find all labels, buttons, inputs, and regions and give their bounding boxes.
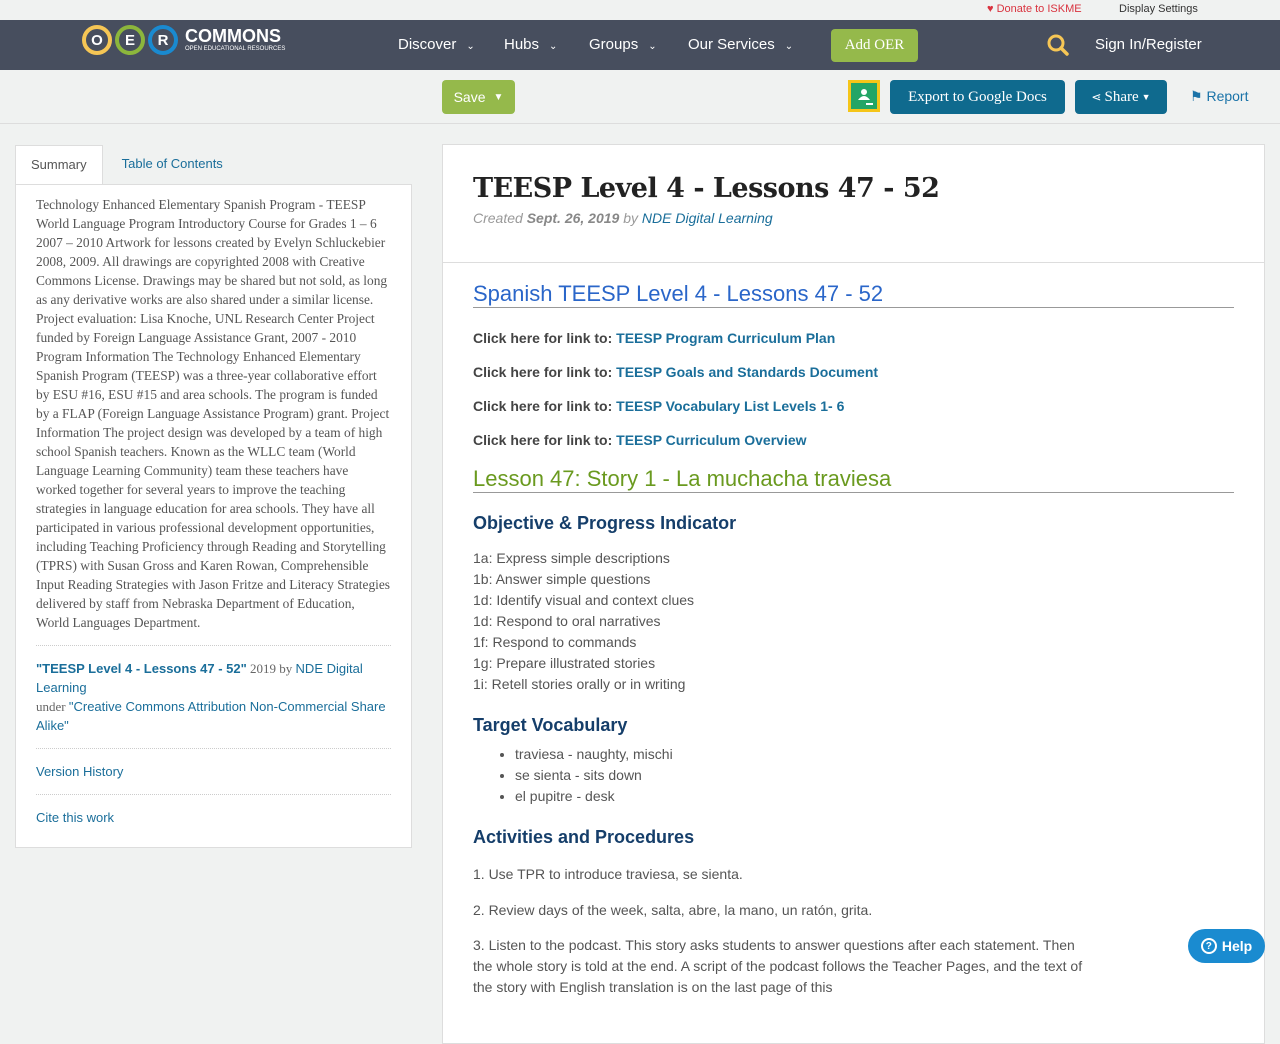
created-info <box>473 210 1234 226</box>
created-label: Created <box>473 210 527 226</box>
vocab-item: • traviesa - naughty, mischi <box>515 744 1234 765</box>
objective-item: 1d: Respond to oral narratives <box>473 613 661 629</box>
donate-label: Donate to ISKME <box>996 3 1082 15</box>
nav-label: Discover <box>398 36 457 53</box>
logo-o: O <box>82 25 112 55</box>
sidebar <box>15 145 412 848</box>
link-prefix: Click here for link to: <box>473 330 617 346</box>
attribution <box>36 659 391 735</box>
logo-title: COMMONS <box>185 26 281 46</box>
objective-item: 1b: Answer simple questions <box>473 571 651 587</box>
link-row <box>473 364 1234 380</box>
objective-item: 1g: Prepare illustrated stories <box>473 655 656 671</box>
by-label: by <box>619 210 642 226</box>
vocab-item: • el pupitre - desk <box>515 786 1234 807</box>
caret-down-icon: ▼ <box>493 91 504 103</box>
logo-subtitle: OPEN EDUCATIONAL RESOURCES <box>185 46 286 52</box>
divider <box>36 645 391 646</box>
resource-content <box>442 144 1265 1044</box>
objective-item: 1i: Retell stories orally or in writing <box>473 676 686 692</box>
objective-item: 1a: Express simple descriptions <box>473 550 670 566</box>
link-prefix: Click here for link to: <box>473 398 617 414</box>
resource-toolbar <box>0 70 1280 124</box>
report-label: Report <box>1206 88 1249 104</box>
tab-summary[interactable]: Summary <box>15 145 103 184</box>
link-row <box>473 398 1234 414</box>
activity-item: 1. Use TPR to introduce traviesa, se sienta. <box>473 866 743 882</box>
goals-standards-link[interactable]: TEESP Goals and Standards Document <box>616 364 879 380</box>
share-icon: ⋖ <box>1091 90 1102 104</box>
question-icon: ? <box>1201 938 1217 954</box>
vocab-heading: Target Vocabulary <box>473 715 628 735</box>
link-row <box>473 330 1234 346</box>
activity-item: 2. Review days of the week, salta, abre, la mano, un ratón, grita. <box>473 902 873 918</box>
sign-in-link[interactable]: Sign In/Register <box>1095 36 1202 53</box>
logo-r: R <box>148 25 178 55</box>
license-link[interactable]: "Creative Commons Attribution Non-Commercial Share Alike" <box>36 699 386 733</box>
report-link[interactable] <box>1190 88 1248 105</box>
oer-commons-logo[interactable] <box>82 25 285 55</box>
flag-icon: ⚑ <box>1190 88 1203 104</box>
logo-e: E <box>115 25 145 55</box>
link-prefix: Click here for link to: <box>473 364 617 380</box>
section-title: Spanish TEESP Level 4 - Lessons 47 - 52 <box>473 281 1234 308</box>
nav-groups[interactable] <box>589 36 657 53</box>
vocabulary-list-link[interactable]: TEESP Vocabulary List Levels 1- 6 <box>616 398 845 414</box>
link-prefix: Click here for link to: <box>473 432 617 448</box>
nav-discover[interactable] <box>398 36 475 53</box>
objective-heading: Objective & Progress Indicator <box>473 513 737 533</box>
author-link[interactable]: NDE Digital Learning <box>641 210 773 226</box>
version-history-link[interactable]: Version History <box>36 764 124 779</box>
display-settings-link[interactable]: Display Settings <box>1119 3 1198 15</box>
created-date: Sept. 26, 2019 <box>526 210 620 226</box>
divider <box>36 794 391 795</box>
resource-title-link[interactable]: "TEESP Level 4 - Lessons 47 - 52" <box>36 661 247 676</box>
share-label: Share <box>1104 88 1139 105</box>
add-oer-button[interactable]: Add OER <box>831 29 918 62</box>
search-icon[interactable] <box>1046 33 1070 62</box>
nav-hubs[interactable] <box>504 36 557 53</box>
attribution-under: under <box>36 699 69 714</box>
lesson-title: Lesson 47: Story 1 - La muchacha traviesa <box>473 466 1234 493</box>
tab-table-of-contents[interactable]: Table of Contents <box>121 156 223 171</box>
donate-link[interactable] <box>987 3 1082 15</box>
activity-item: 3. Listen to the podcast. This story asks students to answer questions after each statement. Then the whole story is told at the end. A script of the podcast follows the Teacher Pages, and the text of the story with English translation is on the last page of this <box>473 937 1083 995</box>
chevron-down-icon: ⌄ <box>549 41 558 52</box>
curriculum-plan-link[interactable]: TEESP Program Curriculum Plan <box>616 330 836 346</box>
link-row <box>473 432 1234 448</box>
main-nav <box>0 20 1280 70</box>
nav-our-services[interactable] <box>688 36 793 53</box>
attribution-year: 2019 by <box>246 661 296 676</box>
utility-bar <box>0 0 1280 20</box>
cite-work-link[interactable]: Cite this work <box>36 810 115 825</box>
nav-label: Our Services <box>688 36 775 53</box>
divider <box>36 748 391 749</box>
help-button[interactable] <box>1188 929 1265 963</box>
nav-label: Groups <box>589 36 639 53</box>
export-google-docs-button[interactable]: Export to Google Docs <box>890 80 1065 114</box>
author-link[interactable]: NDE Digital Learning <box>36 661 363 695</box>
objective-item: 1f: Respond to commands <box>473 634 637 650</box>
activities-heading: Activities and Procedures <box>473 827 695 847</box>
save-label: Save <box>453 89 486 105</box>
objective-item: 1d: Identify visual and context clues <box>473 592 695 608</box>
curriculum-overview-link[interactable]: TEESP Curriculum Overview <box>616 432 807 448</box>
save-button[interactable] <box>442 80 515 114</box>
heart-icon: ♥ <box>987 3 994 15</box>
chevron-down-icon: ⌄ <box>466 41 475 52</box>
summary-text: Technology Enhanced Elementary Spanish Program - TEESP World Language Program Introductory Course for Grades 1 – 6 2007 – 2010 Artwork for lessons created by Evelyn Schluckebier 2008, 2009. All drawings are copyrighted 2008 with Creative Commons License. Drawings may be shared but not sold, as long as any derivative works are also shared under a similar license. Project evaluation: Lisa Knoche, UNL Research Center Project funded by Foreign Language Assistance Grant, 2007 - 2010 Program Information The Technology Enhanced Elementary Spanish Program (TEESP) was a three-year collaborative effort by ESU #16, ESU #15 and area schools. The program is funded by a FLAP (Foreign Language Assistance Program) grant. Project Information The project design was developed by a team of high school Spanish teachers. Known as the WLLC team (World Language Learning Community) team these teachers have worked together for several years to improve the teaching strategies in language education for area schools. They have all participated in various professional development opportunities, including Teaching Proficiency through Reading and Storytelling (TPRS) with Susan Gross and Karen Rowan, Comprehensible Input Reading Strategies with Jason Fritze and Literacy Strategies delivered by staff from Nebraska Department of Education, World Languages Department. <box>36 197 391 630</box>
vocab-item: • se sienta - sits down <box>515 765 1234 786</box>
chevron-down-icon: ⌄ <box>784 41 794 52</box>
help-label: Help <box>1221 938 1253 954</box>
chevron-down-icon: ⌄ <box>648 41 657 52</box>
share-button[interactable] <box>1075 80 1167 114</box>
nav-label: Hubs <box>504 36 540 53</box>
caret-down-icon: ▼ <box>1141 92 1151 102</box>
page-title: TEESP Level 4 - Lessons 47 - 52 <box>473 173 940 204</box>
google-classroom-icon[interactable] <box>848 80 880 112</box>
